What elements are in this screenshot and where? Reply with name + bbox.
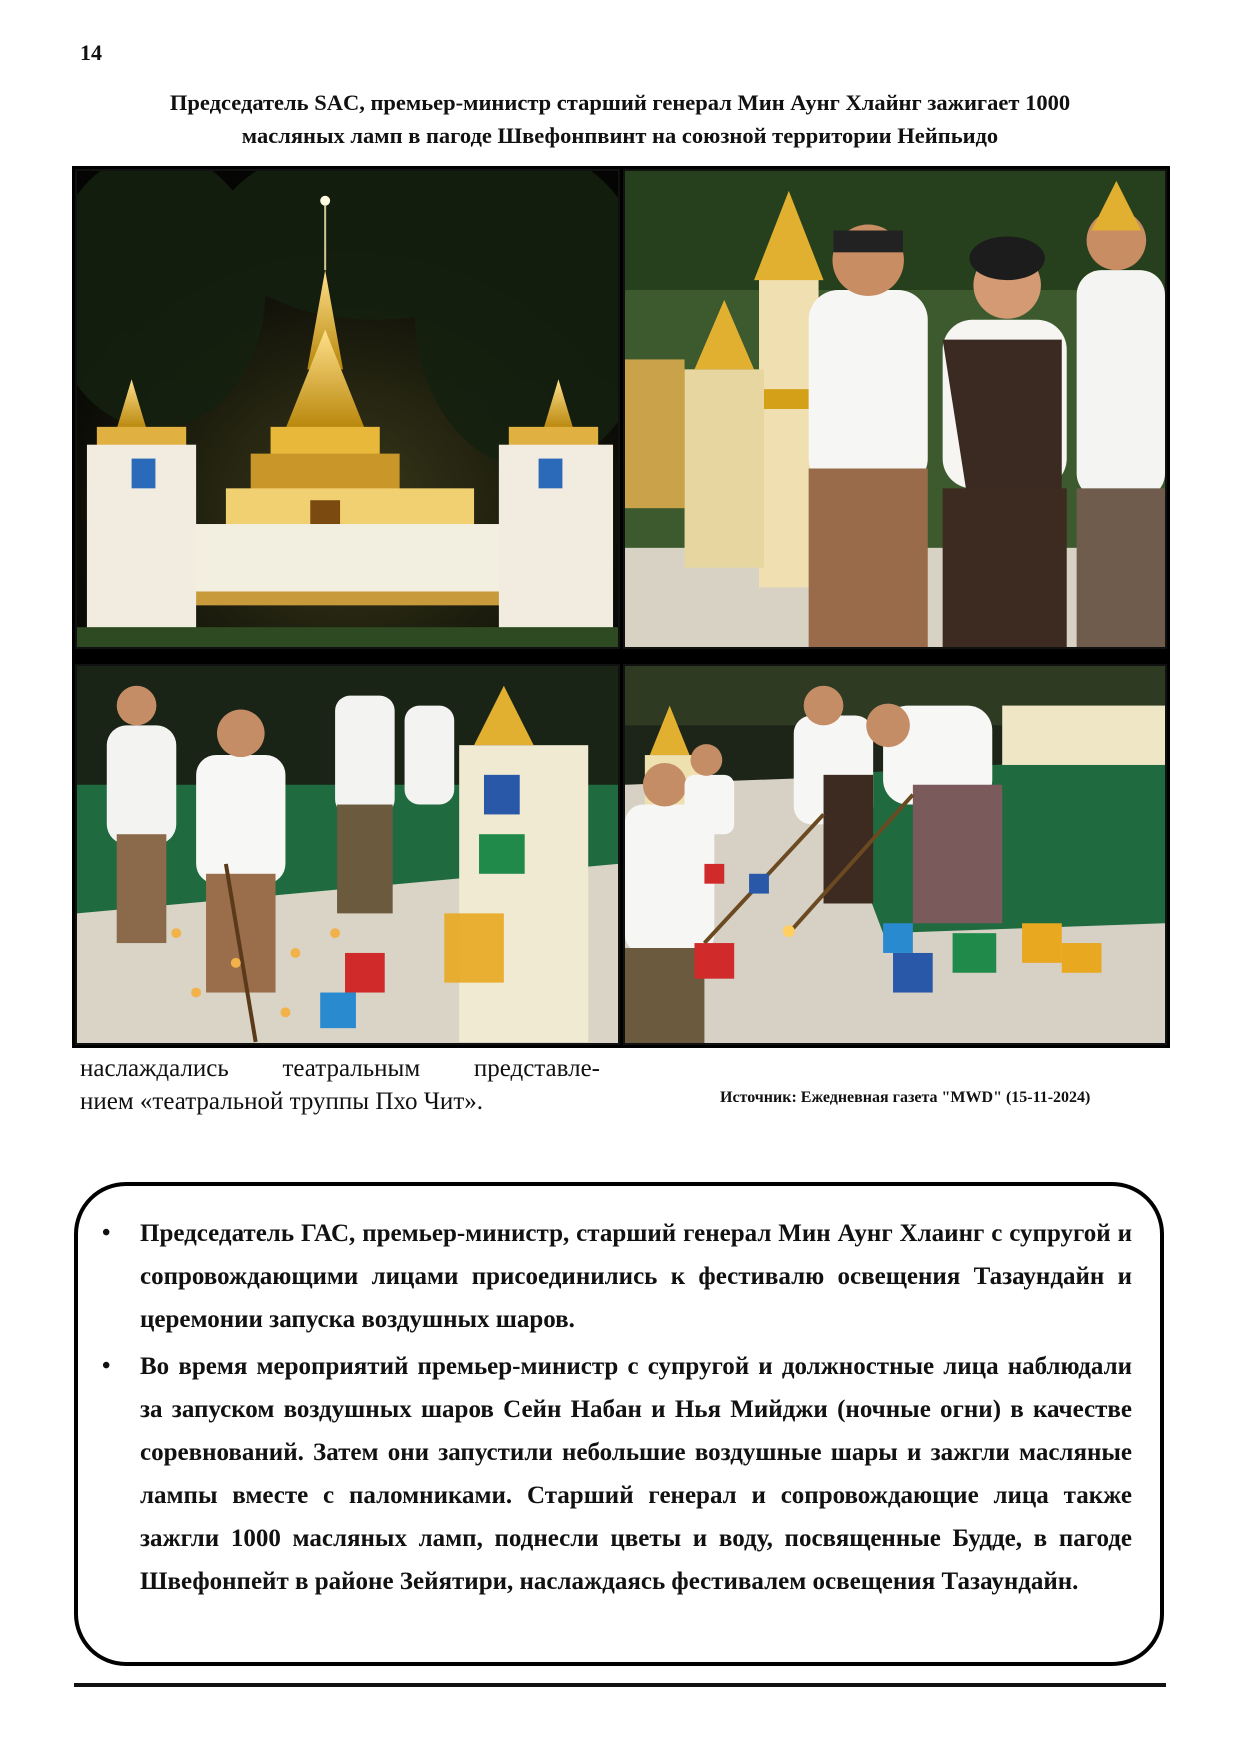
pagoda-night-image [77, 171, 618, 647]
photo-paying-respects [623, 169, 1167, 649]
summary-box [74, 1182, 1164, 1666]
photo-pagoda-night [75, 169, 620, 649]
headline-line-2: масляных ламп в пагоде Швефонпвинт на союзной территории Нейпьидо [241, 123, 999, 148]
bottom-rule [74, 1683, 1166, 1687]
photo-lighting-lamps [75, 664, 620, 1045]
summary-item [102, 1212, 1132, 1341]
photo-caption [80, 1052, 600, 1118]
source-citation: Источник: Ежедневная газета "MWD" (15-11-2024) [720, 1089, 1091, 1106]
photo-lighting-with-officials [623, 664, 1167, 1045]
summary-item-text: Председатель ГАС, премьер-министр, старший генерал Мин Аунг Хлаинг с супругой и сопровождающими лицами присоединились к фестивалю освещения Тазаундайн и церемонии запуска воздушных шаров. [140, 1220, 1132, 1333]
page-headline [80, 86, 1160, 152]
summary-list [102, 1212, 1132, 1603]
summary-item-text: Во время мероприятий премьер-министр с супругой и должностные лица наблюдали за запуском воздушных шаров Сейн Набан и Нья Мийджи (ночные огни) в качестве соревнований. Затем они запустили небольшие воздушные шары и зажгли масляные лампы вместе с паломниками. Старший генерал и сопровождающие лица также зажгли 1000 масляных ламп, поднесли цветы и воду, посвященные Будде, в пагоде Швефонпейт в районе Зейятири, наслаждаясь фестивалем освещения Тазаундайн. [140, 1353, 1132, 1595]
lighting-officials-image [625, 666, 1165, 1043]
bullet-icon: • [102, 1220, 111, 1246]
paying-respects-image [625, 171, 1165, 647]
headline-line-1: Председатель SAC, премьер-министр старший генерал Мин Аунг Хлайнг зажигает 1000 [169, 90, 1071, 115]
photo-grid [72, 166, 1170, 1048]
caption-line-1: наслаждались театральным представле- [80, 1055, 600, 1082]
summary-item [102, 1345, 1132, 1603]
lighting-lamps-image [77, 666, 618, 1043]
page-number: 14 [80, 40, 102, 65]
bullet-icon: • [102, 1353, 111, 1379]
caption-line-2: нием «театральной труппы Пхо Чит». [80, 1088, 483, 1115]
